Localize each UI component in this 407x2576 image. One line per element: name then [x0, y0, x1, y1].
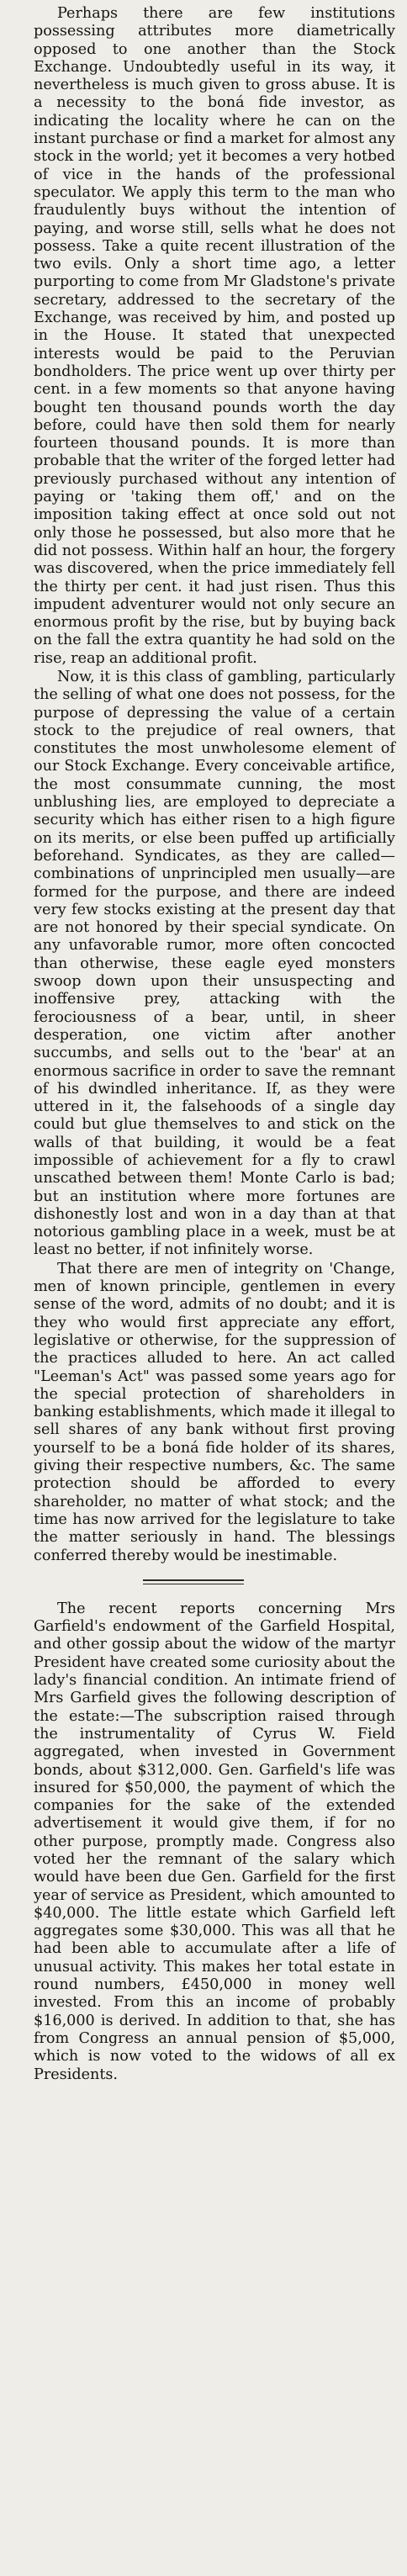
- article-paragraph: The recent reports concerning Mrs Garfield's endowment of the Garfield Hospital, and other gossip about the widow of the martyr President have created some curiosity about the lady's financial condition. An intimate friend of Mrs Garfield gives the following description of the estate:—The subscription raised through the instrumentality of Cyrus W. Field aggregated, when invested in Government bonds, about $312,000. Gen. Garfield's life was insured for $50,000, the payment of which the companies for the sake of the extended advertisement it would give them, if for no other purpose, promptly made. Congress also voted her the remnant of the salary which would have been due Gen. Garfield for the first year of service as President, which amounted to $40,000. The little estate which Garfield left aggregates some $30,000. This was all that he had been able to accumulate after a life of unusual activity. This makes her total estate in round numbers, £450,000 in money well invested. From this an income of probably $16,000 is derived. In addition to that, she has from Congress an annual pension of $5,000, which is now voted to the widows of all ex Presidents.: [34, 1600, 395, 2083]
- article-paragraph: That there are men of integrity on 'Change, men of known principle, gentlemen in every sense of the word, admits of no doubt; and it is they who would first appreciate any effort, legislative or otherwise, for the suppression of the practices alluded to here. An act called "Leeman's Act" was passed some years ago for the special protection of shareholders in banking establishments, which made it illegal to sell shares of any bank without first proving yourself to be a boná fide holder of its shares, giving their respective numbers, &c. The same protection should be afforded to every shareholder, no matter of what stock; and the time has now arrived for the legislature to take the matter seriously in hand. The blessings conferred thereby would be inestimable.: [34, 1260, 395, 1564]
- garfield-estate-article: [34, 1600, 395, 2084]
- article-paragraph: Now, it is this class of gambling, particularly the selling of what one does not possess, for the purpose of depressing the value of a certain stock to the prejudice of real owners, that constitutes the most unwholesome element of our Stock Exchange. Every conceivable artifice, the most consummate cunning, the most unblushing lies, are employed to depreciate a security which has either risen to a high figure on its merits, or else been puffed up artificially beforehand. Syndicates, as they are called—combinations of unprincipled men usually—are formed for the purpose, and there are indeed very few stocks existing at the present day that are not honored by their special syndicate. On any unfavorable rumor, more often concocted than otherwise, these eagle eyed monsters swoop down upon their unsuspecting and inoffensive prey, attacking with the ferociousness of a bear, until, in sheer desperation, one victim after another succumbs, and sells out to the 'bear' at an enormous sacrifice in order to save the remnant of his dwindled inheritance. If, as they were uttered in it, the falsehoods of a single day could but glue themselves to and stick on the walls of that building, it would be a feat impossible of achievement for a fly to crawl unscathed between them! Monte Carlo is bad; but an institution where more fortunes are dishonestly lost and won in a day than at that notorious gambling place in a week, must be at least no better, if not infinitely worse.: [34, 668, 395, 1259]
- divider-rule: [143, 1579, 244, 1581]
- article-divider: [34, 1565, 395, 1600]
- newspaper-column: [34, 5, 395, 2084]
- article-paragraph: Perhaps there are few institutions possessing attributes more diametrically opposed to one another than the Stock Exchange. Undoubtedly useful in its way, it nevertheless is much given to gross abuse. It is a necessity to the boná fide investor, as indicating the locality where he can on the instant purchase or find a market for almost any stock in the world; yet it becomes a very hotbed of vice in the hands of the professional speculator. We apply this term to the man who fraudulently buys without the intention of paying, and worse still, sells what he does not possess. Take a quite recent illustration of the two evils. Only a short time ago, a letter purporting to come from Mr Gladstone's private secretary, addressed to the secretary of the Exchange, was received by him, and posted up in the House. It stated that unexpected interests would be paid to the Peruvian bondholders. The price went up over thirty per cent. in a few moments so that anyone having bought ten thousand pounds worth the day before, could have then sold them for nearly fourteen thousand pounds. It is more than probable that the writer of the forged letter had previously purchased without any intention of paying or 'taking them off,' and on the imposition taking effect at once sold out not only those he possessed, but also more that he did not possess. Within half an hour, the forgery was discovered, when the price immediately fell the thirty per cent. it had just risen. Thus this impudent adventurer would not only secure an enormous profit by the rise, but by buying back on the fall the extra quantity he had sold on the rise, reap an additional profit.: [34, 5, 395, 667]
- stock-exchange-article: [34, 5, 395, 1565]
